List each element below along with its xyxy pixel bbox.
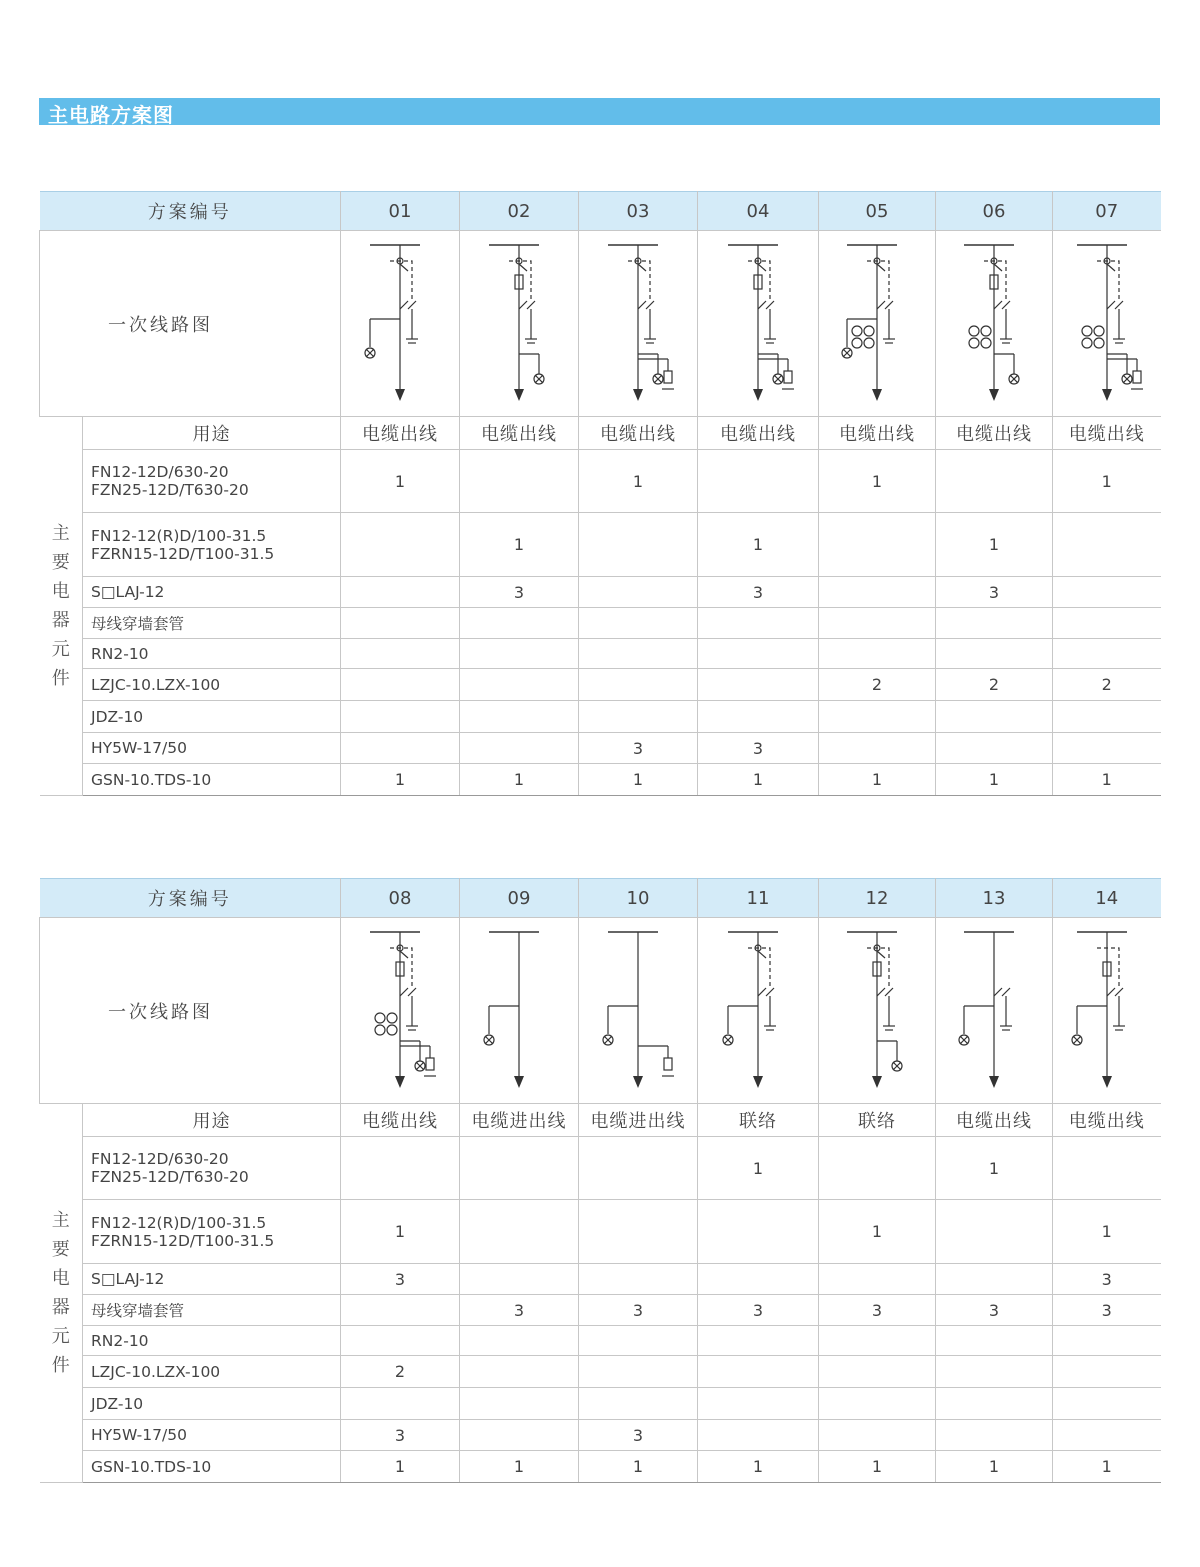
component-qty: 3 xyxy=(579,1420,698,1451)
component-qty xyxy=(341,639,460,669)
component-name: JDZ-10 xyxy=(83,1388,341,1420)
component-qty xyxy=(936,639,1053,669)
component-qty xyxy=(698,608,819,639)
component-qty: 1 xyxy=(341,764,460,796)
component-name: LZJC-10.LZX-100 xyxy=(83,1356,341,1388)
component-qty xyxy=(1053,639,1161,669)
component-qty: 3 xyxy=(579,1295,698,1326)
usage-value: 联络 xyxy=(698,1104,819,1137)
component-qty xyxy=(1053,733,1161,764)
component-qty: 1 xyxy=(819,1200,936,1264)
usage-value: 电缆出线 xyxy=(341,1104,460,1137)
component-qty: 1 xyxy=(1053,1451,1161,1483)
component-name: LZJC-10.LZX-100 xyxy=(83,669,341,701)
primary-diagram-label: 一次线路图 xyxy=(40,231,341,417)
scheme-number: 07 xyxy=(1053,192,1161,231)
component-name: FN12-12(R)D/100-31.5 FZRN15-12D/T100-31.5 xyxy=(83,1200,341,1264)
scheme-number: 09 xyxy=(460,879,579,918)
component-qty xyxy=(936,1420,1053,1451)
scheme-number: 10 xyxy=(579,879,698,918)
usage-value: 联络 xyxy=(819,1104,936,1137)
scheme-number: 04 xyxy=(698,192,819,231)
diagram-cell xyxy=(460,918,579,1104)
component-qty: 1 xyxy=(819,1451,936,1483)
component-name: FN12-12D/630-20 FZN25-12D/T630-20 xyxy=(83,450,341,513)
component-qty xyxy=(698,639,819,669)
scheme-11-icon xyxy=(708,926,808,1096)
component-name: S□LAJ-12 xyxy=(83,1264,341,1295)
component-qty xyxy=(698,701,819,733)
component-qty: 3 xyxy=(936,577,1053,608)
component-qty xyxy=(460,1326,579,1356)
component-qty: 1 xyxy=(819,450,936,513)
scheme-number: 06 xyxy=(936,192,1053,231)
diagram-cell xyxy=(936,231,1053,417)
component-qty xyxy=(579,513,698,577)
component-qty xyxy=(460,639,579,669)
usage-label: 用途 xyxy=(83,1104,341,1137)
usage-label: 用途 xyxy=(83,417,341,450)
diagram-cell xyxy=(579,918,698,1104)
component-name: HY5W-17/50 xyxy=(83,733,341,764)
component-qty: 2 xyxy=(936,669,1053,701)
component-name: GSN-10.TDS-10 xyxy=(83,764,341,796)
component-name: S□LAJ-12 xyxy=(83,577,341,608)
diagram-cell xyxy=(1053,918,1161,1104)
component-qty xyxy=(936,1326,1053,1356)
component-qty: 3 xyxy=(698,733,819,764)
component-qty xyxy=(460,701,579,733)
usage-value: 电缆出线 xyxy=(819,417,936,450)
component-qty: 1 xyxy=(698,1137,819,1200)
component-name: 母线穿墙套管 xyxy=(83,1295,341,1326)
component-qty xyxy=(341,733,460,764)
component-qty xyxy=(341,1295,460,1326)
component-qty: 3 xyxy=(341,1264,460,1295)
scheme-number: 13 xyxy=(936,879,1053,918)
component-qty xyxy=(579,577,698,608)
component-qty xyxy=(1053,577,1161,608)
component-qty xyxy=(819,639,936,669)
scheme-07-icon xyxy=(1057,239,1157,409)
component-qty xyxy=(579,1264,698,1295)
scheme-number: 08 xyxy=(341,879,460,918)
component-name: JDZ-10 xyxy=(83,701,341,733)
scheme-table-1 xyxy=(39,191,1161,796)
component-qty xyxy=(460,1200,579,1264)
component-qty xyxy=(341,577,460,608)
component-qty xyxy=(460,669,579,701)
usage-value: 电缆出线 xyxy=(341,417,460,450)
scheme-number: 05 xyxy=(819,192,936,231)
component-name: FN12-12D/630-20 FZN25-12D/T630-20 xyxy=(83,1137,341,1200)
usage-value: 电缆出线 xyxy=(698,417,819,450)
component-qty xyxy=(460,1388,579,1420)
diagram-cell xyxy=(819,231,936,417)
component-qty xyxy=(579,1356,698,1388)
component-qty xyxy=(936,733,1053,764)
component-qty xyxy=(460,1137,579,1200)
diagram-cell xyxy=(819,918,936,1104)
component-qty xyxy=(698,1200,819,1264)
component-name: HY5W-17/50 xyxy=(83,1420,341,1451)
component-name: FN12-12(R)D/100-31.5 FZRN15-12D/T100-31.5 xyxy=(83,513,341,577)
component-qty: 1 xyxy=(341,1451,460,1483)
component-qty xyxy=(698,1264,819,1295)
component-qty: 3 xyxy=(1053,1264,1161,1295)
scheme-12-icon xyxy=(827,926,927,1096)
component-qty: 1 xyxy=(1053,1200,1161,1264)
component-qty xyxy=(1053,608,1161,639)
section-title: 主电路方案图 xyxy=(48,103,174,127)
component-name: RN2-10 xyxy=(83,639,341,669)
usage-value: 电缆出线 xyxy=(460,417,579,450)
component-qty: 1 xyxy=(936,1137,1053,1200)
component-qty xyxy=(698,450,819,513)
component-qty xyxy=(698,1388,819,1420)
component-qty: 2 xyxy=(341,1356,460,1388)
component-qty xyxy=(936,701,1053,733)
scheme-03-icon xyxy=(588,239,688,409)
component-qty: 1 xyxy=(460,1451,579,1483)
scheme-08-icon xyxy=(350,926,450,1096)
diagram-cell xyxy=(698,918,819,1104)
component-qty xyxy=(341,1137,460,1200)
scheme-number: 12 xyxy=(819,879,936,918)
scheme-table-2 xyxy=(39,878,1161,1483)
component-qty: 1 xyxy=(1053,450,1161,513)
component-qty: 3 xyxy=(341,1420,460,1451)
scheme-01-icon xyxy=(350,239,450,409)
component-qty xyxy=(579,1388,698,1420)
usage-value: 电缆出线 xyxy=(936,417,1053,450)
component-qty xyxy=(936,1200,1053,1264)
main-components-label: 主 要 电 器 元 件 xyxy=(40,417,83,796)
component-qty xyxy=(819,1420,936,1451)
component-qty: 2 xyxy=(1053,669,1161,701)
component-qty: 1 xyxy=(579,450,698,513)
component-qty xyxy=(936,1264,1053,1295)
component-qty: 1 xyxy=(460,513,579,577)
primary-diagram-label: 一次线路图 xyxy=(40,918,341,1104)
component-qty xyxy=(698,1356,819,1388)
component-qty: 1 xyxy=(460,764,579,796)
component-qty: 1 xyxy=(936,513,1053,577)
diagram-cell xyxy=(1053,231,1161,417)
component-name: 母线穿墙套管 xyxy=(83,608,341,639)
component-qty: 1 xyxy=(1053,764,1161,796)
component-qty: 1 xyxy=(819,764,936,796)
component-qty xyxy=(1053,513,1161,577)
component-qty xyxy=(460,608,579,639)
component-qty xyxy=(579,1137,698,1200)
section-title-bar xyxy=(39,98,1160,125)
component-qty xyxy=(819,577,936,608)
component-qty: 1 xyxy=(579,1451,698,1483)
component-qty xyxy=(460,1264,579,1295)
component-qty: 1 xyxy=(341,450,460,513)
component-qty xyxy=(579,1326,698,1356)
component-qty: 3 xyxy=(460,1295,579,1326)
diagram-cell xyxy=(698,231,819,417)
component-qty xyxy=(579,1200,698,1264)
component-qty: 1 xyxy=(936,1451,1053,1483)
component-qty: 3 xyxy=(460,577,579,608)
diagram-cell xyxy=(579,231,698,417)
scheme-04-icon xyxy=(708,239,808,409)
usage-value: 电缆进出线 xyxy=(460,1104,579,1137)
diagram-cell xyxy=(341,918,460,1104)
component-qty xyxy=(819,608,936,639)
usage-value: 电缆出线 xyxy=(936,1104,1053,1137)
component-qty xyxy=(460,450,579,513)
usage-value: 电缆出线 xyxy=(1053,417,1161,450)
component-qty xyxy=(698,1326,819,1356)
component-qty xyxy=(341,1388,460,1420)
component-qty xyxy=(460,1420,579,1451)
component-qty xyxy=(1053,1326,1161,1356)
diagram-cell xyxy=(460,231,579,417)
component-qty xyxy=(1053,1420,1161,1451)
scheme-05-icon xyxy=(827,239,927,409)
component-qty xyxy=(819,1264,936,1295)
component-qty xyxy=(579,669,698,701)
component-qty xyxy=(936,608,1053,639)
component-qty xyxy=(341,701,460,733)
component-name: RN2-10 xyxy=(83,1326,341,1356)
component-qty: 3 xyxy=(1053,1295,1161,1326)
component-qty: 3 xyxy=(936,1295,1053,1326)
component-qty: 1 xyxy=(579,764,698,796)
component-qty xyxy=(1053,1137,1161,1200)
component-qty xyxy=(341,513,460,577)
component-qty xyxy=(460,1356,579,1388)
component-qty: 1 xyxy=(341,1200,460,1264)
usage-value: 电缆进出线 xyxy=(579,1104,698,1137)
scheme-10-icon xyxy=(588,926,688,1096)
component-qty xyxy=(1053,1388,1161,1420)
component-qty: 3 xyxy=(579,733,698,764)
usage-value: 电缆出线 xyxy=(579,417,698,450)
component-qty: 1 xyxy=(698,1451,819,1483)
component-qty: 3 xyxy=(698,1295,819,1326)
component-qty xyxy=(819,1388,936,1420)
component-qty xyxy=(819,1356,936,1388)
component-qty: 1 xyxy=(698,764,819,796)
component-qty: 2 xyxy=(819,669,936,701)
component-qty xyxy=(341,1326,460,1356)
component-qty xyxy=(819,1326,936,1356)
component-qty xyxy=(1053,701,1161,733)
component-qty: 3 xyxy=(819,1295,936,1326)
scheme-no-label: 方案编号 xyxy=(40,879,341,918)
main-components-label: 主 要 电 器 元 件 xyxy=(40,1104,83,1483)
usage-value: 电缆出线 xyxy=(1053,1104,1161,1137)
component-qty xyxy=(819,733,936,764)
scheme-02-icon xyxy=(469,239,569,409)
component-name: GSN-10.TDS-10 xyxy=(83,1451,341,1483)
scheme-number: 14 xyxy=(1053,879,1161,918)
component-qty xyxy=(936,1388,1053,1420)
scheme-09-icon xyxy=(469,926,569,1096)
scheme-number: 01 xyxy=(341,192,460,231)
component-qty xyxy=(936,450,1053,513)
component-qty xyxy=(819,1137,936,1200)
diagram-cell xyxy=(936,918,1053,1104)
component-qty xyxy=(460,733,579,764)
component-qty: 3 xyxy=(698,577,819,608)
component-qty: 1 xyxy=(698,513,819,577)
component-qty xyxy=(579,639,698,669)
component-qty xyxy=(1053,1356,1161,1388)
component-qty: 1 xyxy=(936,764,1053,796)
component-qty xyxy=(341,669,460,701)
component-qty xyxy=(579,608,698,639)
diagram-cell xyxy=(341,231,460,417)
component-qty xyxy=(341,608,460,639)
component-qty xyxy=(579,701,698,733)
scheme-14-icon xyxy=(1057,926,1157,1096)
component-qty xyxy=(936,1356,1053,1388)
scheme-no-label: 方案编号 xyxy=(40,192,341,231)
scheme-06-icon xyxy=(944,239,1044,409)
scheme-number: 03 xyxy=(579,192,698,231)
scheme-number: 11 xyxy=(698,879,819,918)
component-qty xyxy=(819,513,936,577)
scheme-number: 02 xyxy=(460,192,579,231)
scheme-13-icon xyxy=(944,926,1044,1096)
component-qty xyxy=(698,669,819,701)
component-qty xyxy=(698,1420,819,1451)
component-qty xyxy=(819,701,936,733)
